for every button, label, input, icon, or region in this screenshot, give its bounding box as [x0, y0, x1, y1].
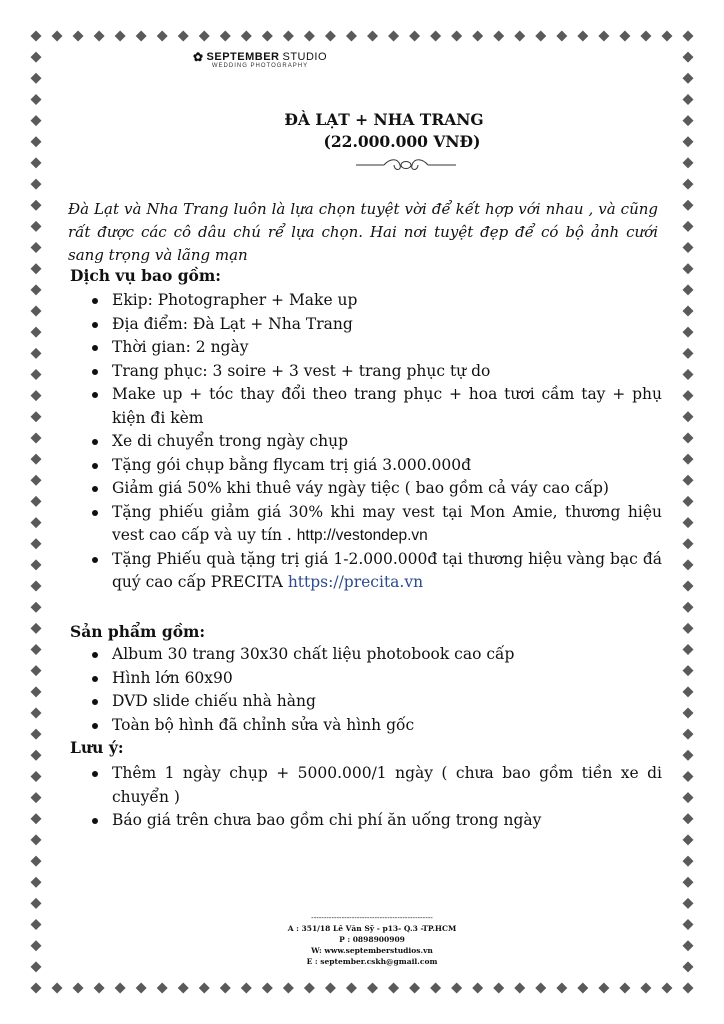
border-diamond-icon — [683, 52, 694, 63]
border-diamond-icon — [683, 475, 694, 486]
border-diamond-icon — [683, 771, 694, 782]
border-diamond-icon — [683, 983, 694, 994]
border-diamond-icon — [367, 983, 378, 994]
border-diamond-icon — [31, 771, 42, 782]
border-diamond-icon — [136, 983, 147, 994]
list-item: Báo giá trên chưa bao gồm chi phí ăn uống trong ngày — [92, 809, 662, 833]
border-diamond-icon — [31, 348, 42, 359]
vestondep-link[interactable]: http://vestondep.vn — [296, 527, 428, 544]
services-heading: Dịch vụ bao gồm: — [70, 266, 222, 285]
border-diamond-icon — [94, 983, 105, 994]
border-diamond-icon — [31, 454, 42, 465]
bullet-icon — [92, 392, 98, 398]
list-item: Toàn bộ hình đã chỉnh sửa và hình gốc — [92, 714, 662, 738]
list-item: Thêm 1 ngày chụp + 5000.000/1 ngày ( chưa bao gồm tiền xe di chuyển ) — [92, 762, 662, 809]
border-diamond-icon — [31, 961, 42, 972]
border-diamond-icon — [619, 983, 630, 994]
border-diamond-icon — [31, 73, 42, 84]
notes-heading: Lưu ý: — [70, 738, 124, 757]
border-diamond-icon — [683, 284, 694, 295]
footer-rule: ------------------------------------------------ — [311, 913, 433, 922]
border-diamond-icon — [31, 644, 42, 655]
border-diamond-icon — [31, 877, 42, 888]
border-diamond-icon — [52, 31, 63, 42]
border-diamond-icon — [683, 115, 694, 126]
border-diamond-icon — [31, 813, 42, 824]
border-diamond-icon — [683, 454, 694, 465]
border-diamond-icon — [31, 432, 42, 443]
border-diamond-icon — [31, 665, 42, 676]
border-diamond-icon — [683, 94, 694, 105]
border-diamond-icon — [31, 136, 42, 147]
border-diamond-icon — [31, 792, 42, 803]
border-diamond-icon — [683, 221, 694, 232]
border-diamond-icon — [31, 221, 42, 232]
bullet-icon — [92, 557, 98, 563]
border-diamond-icon — [31, 623, 42, 634]
border-diamond-icon — [661, 983, 672, 994]
border-diamond-icon — [241, 983, 252, 994]
logo-mark-icon: ✿ — [192, 50, 204, 64]
border-diamond-icon — [31, 919, 42, 930]
bullet-icon — [92, 510, 98, 516]
border-diamond-icon — [31, 390, 42, 401]
border-diamond-icon — [31, 369, 42, 380]
border-diamond-icon — [683, 792, 694, 803]
border-diamond-icon — [683, 686, 694, 697]
border-diamond-icon — [31, 898, 42, 909]
border-diamond-icon — [683, 179, 694, 190]
bullet-icon — [92, 652, 98, 658]
bullet-icon — [92, 322, 98, 328]
border-diamond-icon — [31, 411, 42, 422]
border-diamond-icon — [598, 983, 609, 994]
bullet-icon — [92, 818, 98, 824]
border-diamond-icon — [31, 729, 42, 740]
border-diamond-icon — [683, 517, 694, 528]
border-diamond-icon — [388, 983, 399, 994]
ornament-divider-icon — [354, 158, 458, 172]
list-item: Xe di chuyển trong ngày chụp — [92, 430, 662, 454]
border-diamond-icon — [683, 877, 694, 888]
border-diamond-icon — [683, 813, 694, 824]
services-list — [92, 289, 662, 595]
border-diamond-icon — [451, 983, 462, 994]
border-diamond-icon — [31, 856, 42, 867]
border-diamond-icon — [31, 750, 42, 761]
border-diamond-icon — [31, 306, 42, 317]
border-diamond-icon — [683, 306, 694, 317]
border-diamond-icon — [683, 729, 694, 740]
border-diamond-icon — [683, 73, 694, 84]
list-item: Địa điểm: Đà Lạt + Nha Trang — [92, 313, 662, 337]
border-diamond-icon — [683, 538, 694, 549]
border-diamond-icon — [683, 919, 694, 930]
footer-phone: P : 0898900909 — [339, 935, 405, 944]
border-diamond-icon — [31, 940, 42, 951]
logo-subtitle: WEDDING PHOTOGRAPHY — [211, 63, 309, 69]
border-diamond-icon — [73, 983, 84, 994]
border-diamond-icon — [31, 263, 42, 274]
list-item: Tặng phiếu giảm giá 30% khi may vest tại Mon Amie, thương hiệu vest cao cấp và uy tín . http://vestondep.vn — [92, 501, 662, 548]
list-item: Tặng gói chụp bằng flycam trị giá 3.000.000đ — [92, 454, 662, 478]
border-diamond-icon — [683, 898, 694, 909]
border-diamond-icon — [31, 983, 42, 994]
bullet-icon — [92, 699, 98, 705]
border-diamond-icon — [283, 983, 294, 994]
border-diamond-icon — [683, 242, 694, 253]
bullet-icon — [92, 771, 98, 777]
logo-brand — [190, 50, 330, 64]
bullet-icon — [92, 486, 98, 492]
package-price: (22.000.000 VNĐ) — [323, 132, 481, 151]
border-diamond-icon — [683, 157, 694, 168]
list-item: Ekip: Photographer + Make up — [92, 289, 662, 313]
border-diamond-icon — [535, 983, 546, 994]
border-diamond-icon — [199, 983, 210, 994]
notes-list — [92, 762, 662, 833]
border-diamond-icon — [683, 856, 694, 867]
bullet-icon — [92, 345, 98, 351]
border-diamond-icon — [683, 940, 694, 951]
border-diamond-icon — [430, 983, 441, 994]
list-item: Giảm giá 50% khi thuê váy ngày tiệc ( bao gồm cả váy cao cấp) — [92, 477, 662, 501]
border-diamond-icon — [31, 94, 42, 105]
bullet-icon — [92, 439, 98, 445]
border-diamond-icon — [220, 983, 231, 994]
bullet-icon — [92, 298, 98, 304]
border-diamond-icon — [31, 115, 42, 126]
border-diamond-icon — [31, 602, 42, 613]
border-diamond-icon — [262, 983, 273, 994]
footer-address: A : 351/18 Lê Văn Sỹ - p13- Q.3 -TP.HCM — [287, 924, 457, 933]
footer-website[interactable]: W: www.septemberstudios.vn — [311, 946, 433, 955]
bullet-icon — [92, 676, 98, 682]
border-diamond-icon — [31, 496, 42, 507]
border-diamond-icon — [683, 602, 694, 613]
list-item: Hình lớn 60x90 — [92, 667, 662, 691]
border-diamond-icon — [661, 31, 672, 42]
border-diamond-icon — [325, 983, 336, 994]
border-diamond-icon — [683, 707, 694, 718]
border-diamond-icon — [31, 475, 42, 486]
border-diamond-icon — [683, 644, 694, 655]
border-diamond-icon — [409, 983, 420, 994]
intro-paragraph: Đà Lạt và Nha Trang luôn là lựa chọn tuyệt vời để kết hợp với nhau , và cũng rất được các cô dâu chú rể lựa chọn. Hai nơi tuyệt đẹp để có bộ ảnh cưới sang trọng và lãng mạn — [68, 200, 658, 264]
border-diamond-icon — [683, 834, 694, 845]
products-list — [92, 643, 662, 737]
border-diamond-icon — [683, 750, 694, 761]
bullet-icon — [92, 723, 98, 729]
border-diamond-icon — [683, 327, 694, 338]
precita-link[interactable]: https://precita.vn — [287, 573, 424, 591]
border-diamond-icon — [577, 983, 588, 994]
border-diamond-icon — [556, 983, 567, 994]
border-diamond-icon — [683, 623, 694, 634]
products-heading: Sản phẩm gồm: — [70, 622, 206, 641]
border-diamond-icon — [31, 284, 42, 295]
border-diamond-icon — [683, 432, 694, 443]
logo-brand-b: STUDIO — [282, 51, 328, 63]
border-diamond-icon — [31, 327, 42, 338]
border-diamond-icon — [31, 179, 42, 190]
border-diamond-icon — [31, 157, 42, 168]
page-title: ĐÀ LẠT + NHA TRANG — [284, 110, 484, 129]
bullet-icon — [92, 463, 98, 469]
border-diamond-icon — [178, 983, 189, 994]
border-diamond-icon — [31, 517, 42, 528]
bullet-icon — [92, 369, 98, 375]
list-item: Make up + tóc thay đổi theo trang phục + hoa tươi cầm tay + phụ kiện đi kèm — [92, 383, 662, 430]
logo-brand-a: SEPTEMBER — [206, 51, 280, 63]
border-diamond-icon — [514, 983, 525, 994]
border-diamond-icon — [683, 31, 694, 42]
border-diamond-icon — [31, 31, 42, 42]
border-diamond-icon — [31, 538, 42, 549]
border-diamond-icon — [157, 983, 168, 994]
border-diamond-icon — [683, 411, 694, 422]
studio-logo — [190, 50, 330, 69]
border-diamond-icon — [31, 559, 42, 570]
border-diamond-icon — [31, 834, 42, 845]
border-diamond-icon — [683, 369, 694, 380]
list-item: Trang phục: 3 soire + 3 vest + trang phục tự do — [92, 360, 662, 384]
list-item: Album 30 trang 30x30 chất liệu photobook cao cấp — [92, 643, 662, 667]
list-item: Tặng Phiếu quà tặng trị giá 1-2.000.000đ tại thương hiệu vàng bạc đá quý cao cấp PRECITA https://precita.vn — [92, 548, 662, 595]
list-item: DVD slide chiếu nhà hàng — [92, 690, 662, 714]
border-diamond-icon — [31, 52, 42, 63]
border-diamond-icon — [31, 707, 42, 718]
border-diamond-icon — [683, 496, 694, 507]
border-diamond-icon — [31, 242, 42, 253]
document-page — [62, 40, 662, 980]
footer-contact — [252, 912, 492, 967]
border-diamond-icon — [640, 983, 651, 994]
border-diamond-icon — [683, 263, 694, 274]
border-diamond-icon — [304, 983, 315, 994]
border-diamond-icon — [683, 390, 694, 401]
border-diamond-icon — [346, 983, 357, 994]
border-diamond-icon — [472, 983, 483, 994]
list-item: Thời gian: 2 ngày — [92, 336, 662, 360]
border-diamond-icon — [683, 581, 694, 592]
border-diamond-icon — [683, 348, 694, 359]
border-diamond-icon — [115, 983, 126, 994]
footer-email[interactable]: E : september.cskh@gmail.com — [306, 957, 438, 966]
border-diamond-icon — [31, 581, 42, 592]
border-diamond-icon — [683, 665, 694, 676]
border-diamond-icon — [683, 961, 694, 972]
border-diamond-icon — [493, 983, 504, 994]
border-diamond-icon — [31, 200, 42, 211]
border-diamond-icon — [52, 983, 63, 994]
border-diamond-icon — [31, 686, 42, 697]
border-diamond-icon — [683, 200, 694, 211]
border-diamond-icon — [683, 559, 694, 570]
